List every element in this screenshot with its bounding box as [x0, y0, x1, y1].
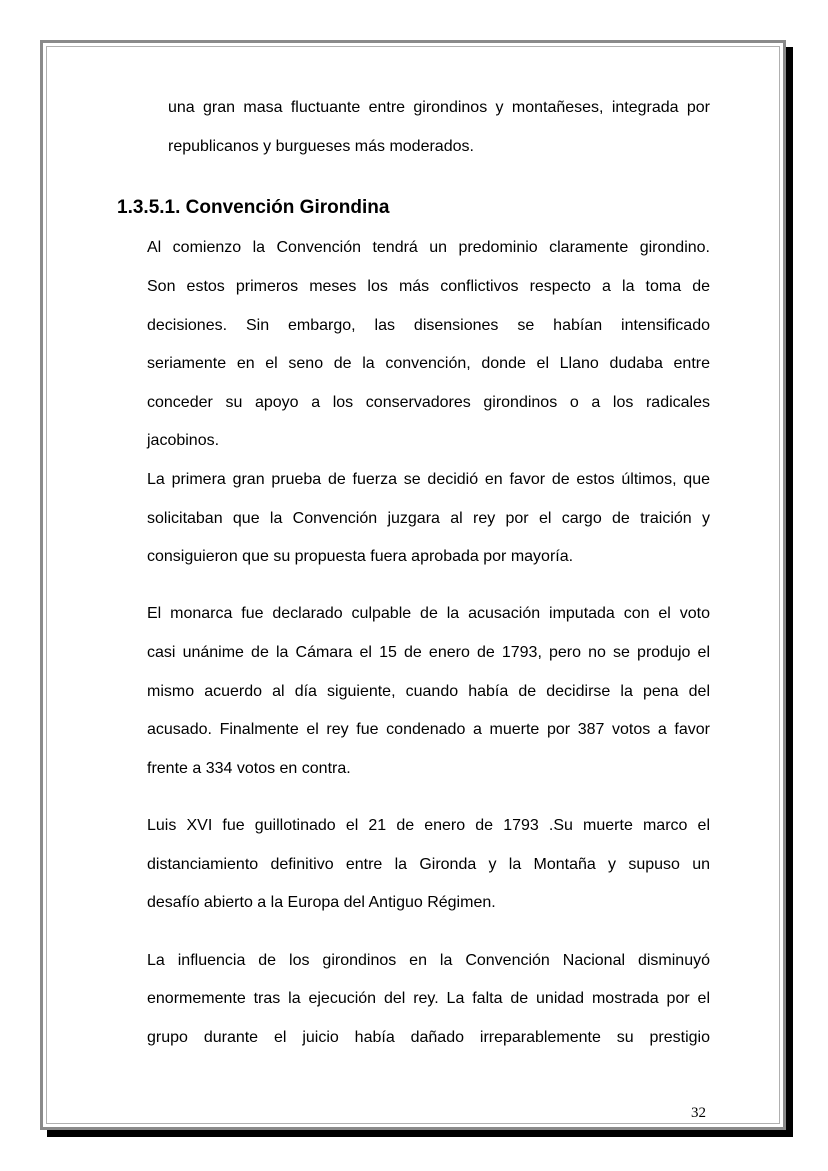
text-line: casi unánime de la Cámara el 15 de enero de 1793, pero no se produjo el [147, 644, 710, 661]
section-heading: 1.3.5.1. Convención Girondina [117, 197, 390, 218]
text-line: seriamente en el seno de la convención, donde el Llano dudaba entre [147, 355, 710, 372]
text-line: enormemente tras la ejecución del rey. La falta de unidad mostrada por el [147, 990, 710, 1007]
text-line: grupo durante el juicio había dañado irreparablemente su prestigio [147, 1029, 710, 1046]
text-line: desafío abierto a la Europa del Antiguo Régimen. [147, 894, 496, 911]
text-line: solicitaban que la Convención juzgara al rey por el cargo de traición y [147, 510, 710, 527]
text-line: una gran masa fluctuante entre girondinos y montañeses, integrada por [168, 99, 710, 116]
text-line: decisiones. Sin embargo, las disensiones se habían intensificado [147, 317, 710, 334]
text-line: Son estos primeros meses los más conflictivos respecto a la toma de [147, 278, 710, 295]
text-line: Al comienzo la Convención tendrá un predominio claramente girondino. [147, 239, 710, 256]
text-line: acusado. Finalmente el rey fue condenado a muerte por 387 votos a favor [147, 721, 710, 738]
text-line: consiguieron que su propuesta fuera aprobada por mayoría. [147, 548, 574, 565]
text-line: frente a 334 votos en contra. [147, 760, 351, 777]
text-line: distanciamiento definitivo entre la Gironda y la Montaña y supuso un [147, 856, 710, 873]
text-line: La influencia de los girondinos en la Convención Nacional disminuyó [147, 952, 710, 969]
text-line: mismo acuerdo al día siguiente, cuando había de decidirse la pena del [147, 683, 710, 700]
text-line: jacobinos. [147, 432, 220, 449]
text-line: Luis XVI fue guillotinado el 21 de enero de 1793 .Su muerte marco el [147, 817, 710, 834]
text-line: El monarca fue declarado culpable de la acusación imputada con el voto [147, 605, 710, 622]
text-line: conceder su apoyo a los conservadores girondinos o a los radicales [147, 394, 710, 411]
page-number: 32 [691, 1105, 706, 1121]
text-line: La primera gran prueba de fuerza se decidió en favor de estos últimos, que [147, 471, 710, 488]
text-line: republicanos y burgueses más moderados. [168, 138, 474, 155]
